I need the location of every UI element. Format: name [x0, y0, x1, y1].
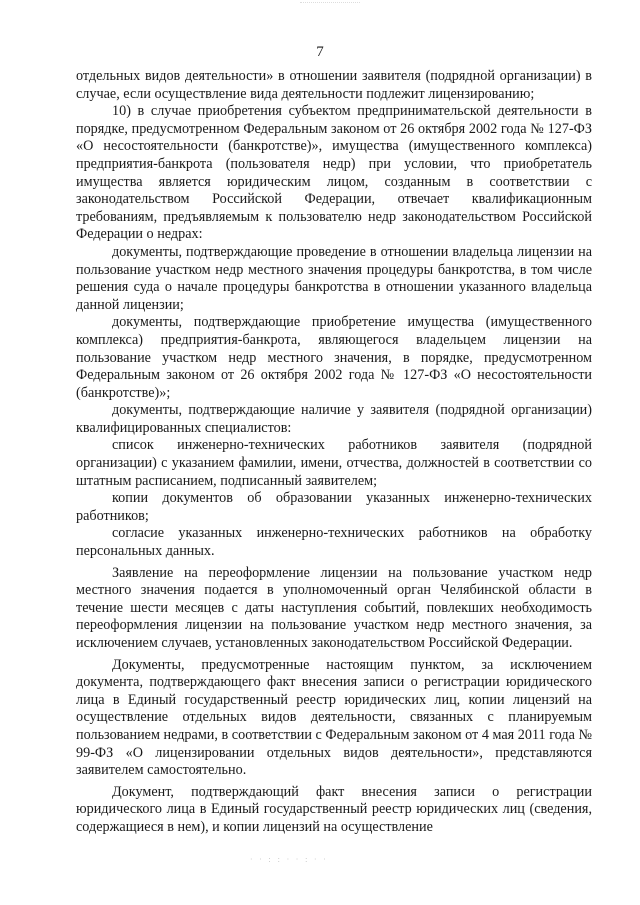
paragraph-staff-list: список инженерно-технических работников заявителя (подрядной организации) с указанием фамилии, имени, отчества, должностей в соответствии со штатным расписанием, подписанный заявителем; — [76, 437, 592, 489]
paragraph-personal-data-consent: согласие указанных инженерно-технических работников на обработку персональных данных. — [76, 525, 592, 560]
document-body — [76, 68, 592, 837]
scan-artifact-bottom: · · : : · · : · · — [250, 855, 328, 864]
paragraph-education-copies: копии документов об образовании указанных инженерно-технических работников; — [76, 490, 592, 524]
paragraph-application-deadline: Заявление на переоформление лицензии на пользование участком недр местного значения подается в уполномоченный орган Челябинской области в течение шести месяцев с даты наступления событий, повлекших необходимость переоформления лицензии на пользование участком недр местного значения, за исключением случаев, установленных законодательством Российской Федерации. — [76, 564, 592, 651]
paragraph-bankruptcy-procedure-docs: документы, подтверждающие проведение в отношении владельца лицензии на пользование участком недр местного значения процедуры банкротства, в том числе решения суда о начале процедуры банкротства в отношении указанного владельца данной лицензии; — [76, 243, 592, 313]
paragraph-continuation: отдельных видов деятельности» в отношении заявителя (подрядной организации) в случае, если осуществление вида деятельности подлежит лицензированию; — [76, 68, 592, 102]
paragraph-specialists-docs: документы, подтверждающие наличие у заявителя (подрядной организации) квалифицированных специалистов: — [76, 402, 592, 436]
paragraph-registry-document: Документ, подтверждающий факт внесения записи о регистрации юридического лица в Единый государственный реестр юридических лиц (сведения, содержащиеся в нем), и копии лицензий на осуществление — [76, 783, 592, 835]
page-number: 7 — [316, 44, 324, 60]
scan-artifact-top — [300, 2, 360, 9]
paragraph-item-10: 10) в случае приобретения субъектом предпринимательской деятельности в порядке, предусмотренном Федеральным законом от 26 октября 2002 года № 127-ФЗ «О несостоятельности (банкротстве)», имущества (имущественного комплекса) предприятия-банкрота (пользователя недр) при условии, что приобретатель имущества является юридическим лицом, созданным в соответствии с законодательством Российской Федерации, отвечает квалификационным требованиям, предъявляемым к пользователю недр законодательством Российской Федерации о недрах: — [76, 103, 592, 243]
paragraph-documents-submission: Документы, предусмотренные настоящим пунктом, за исключением документа, подтверждающего факт внесения записи о регистрации юридического лица в Единый государственный реестр юридических лиц, копии лицензий на осуществление отдельных видов деятельности, связанных с планируемым пользованием недрами, в соответствии с Федеральным законом от 4 мая 2011 года № 99-ФЗ «О лицензировании отдельных видов деятельности», представляются заявителем самостоятельно. — [76, 656, 592, 779]
paragraph-property-acquisition-docs: документы, подтверждающие приобретение имущества (имущественного комплекса) предприятия-банкрота, являющегося владельцем лицензии на пользование участком недр местного значения, в порядке, предусмотренном Федеральным законом от 26 октября 2002 года № 127-ФЗ «О несостоятельности (банкротстве)»; — [76, 314, 592, 401]
